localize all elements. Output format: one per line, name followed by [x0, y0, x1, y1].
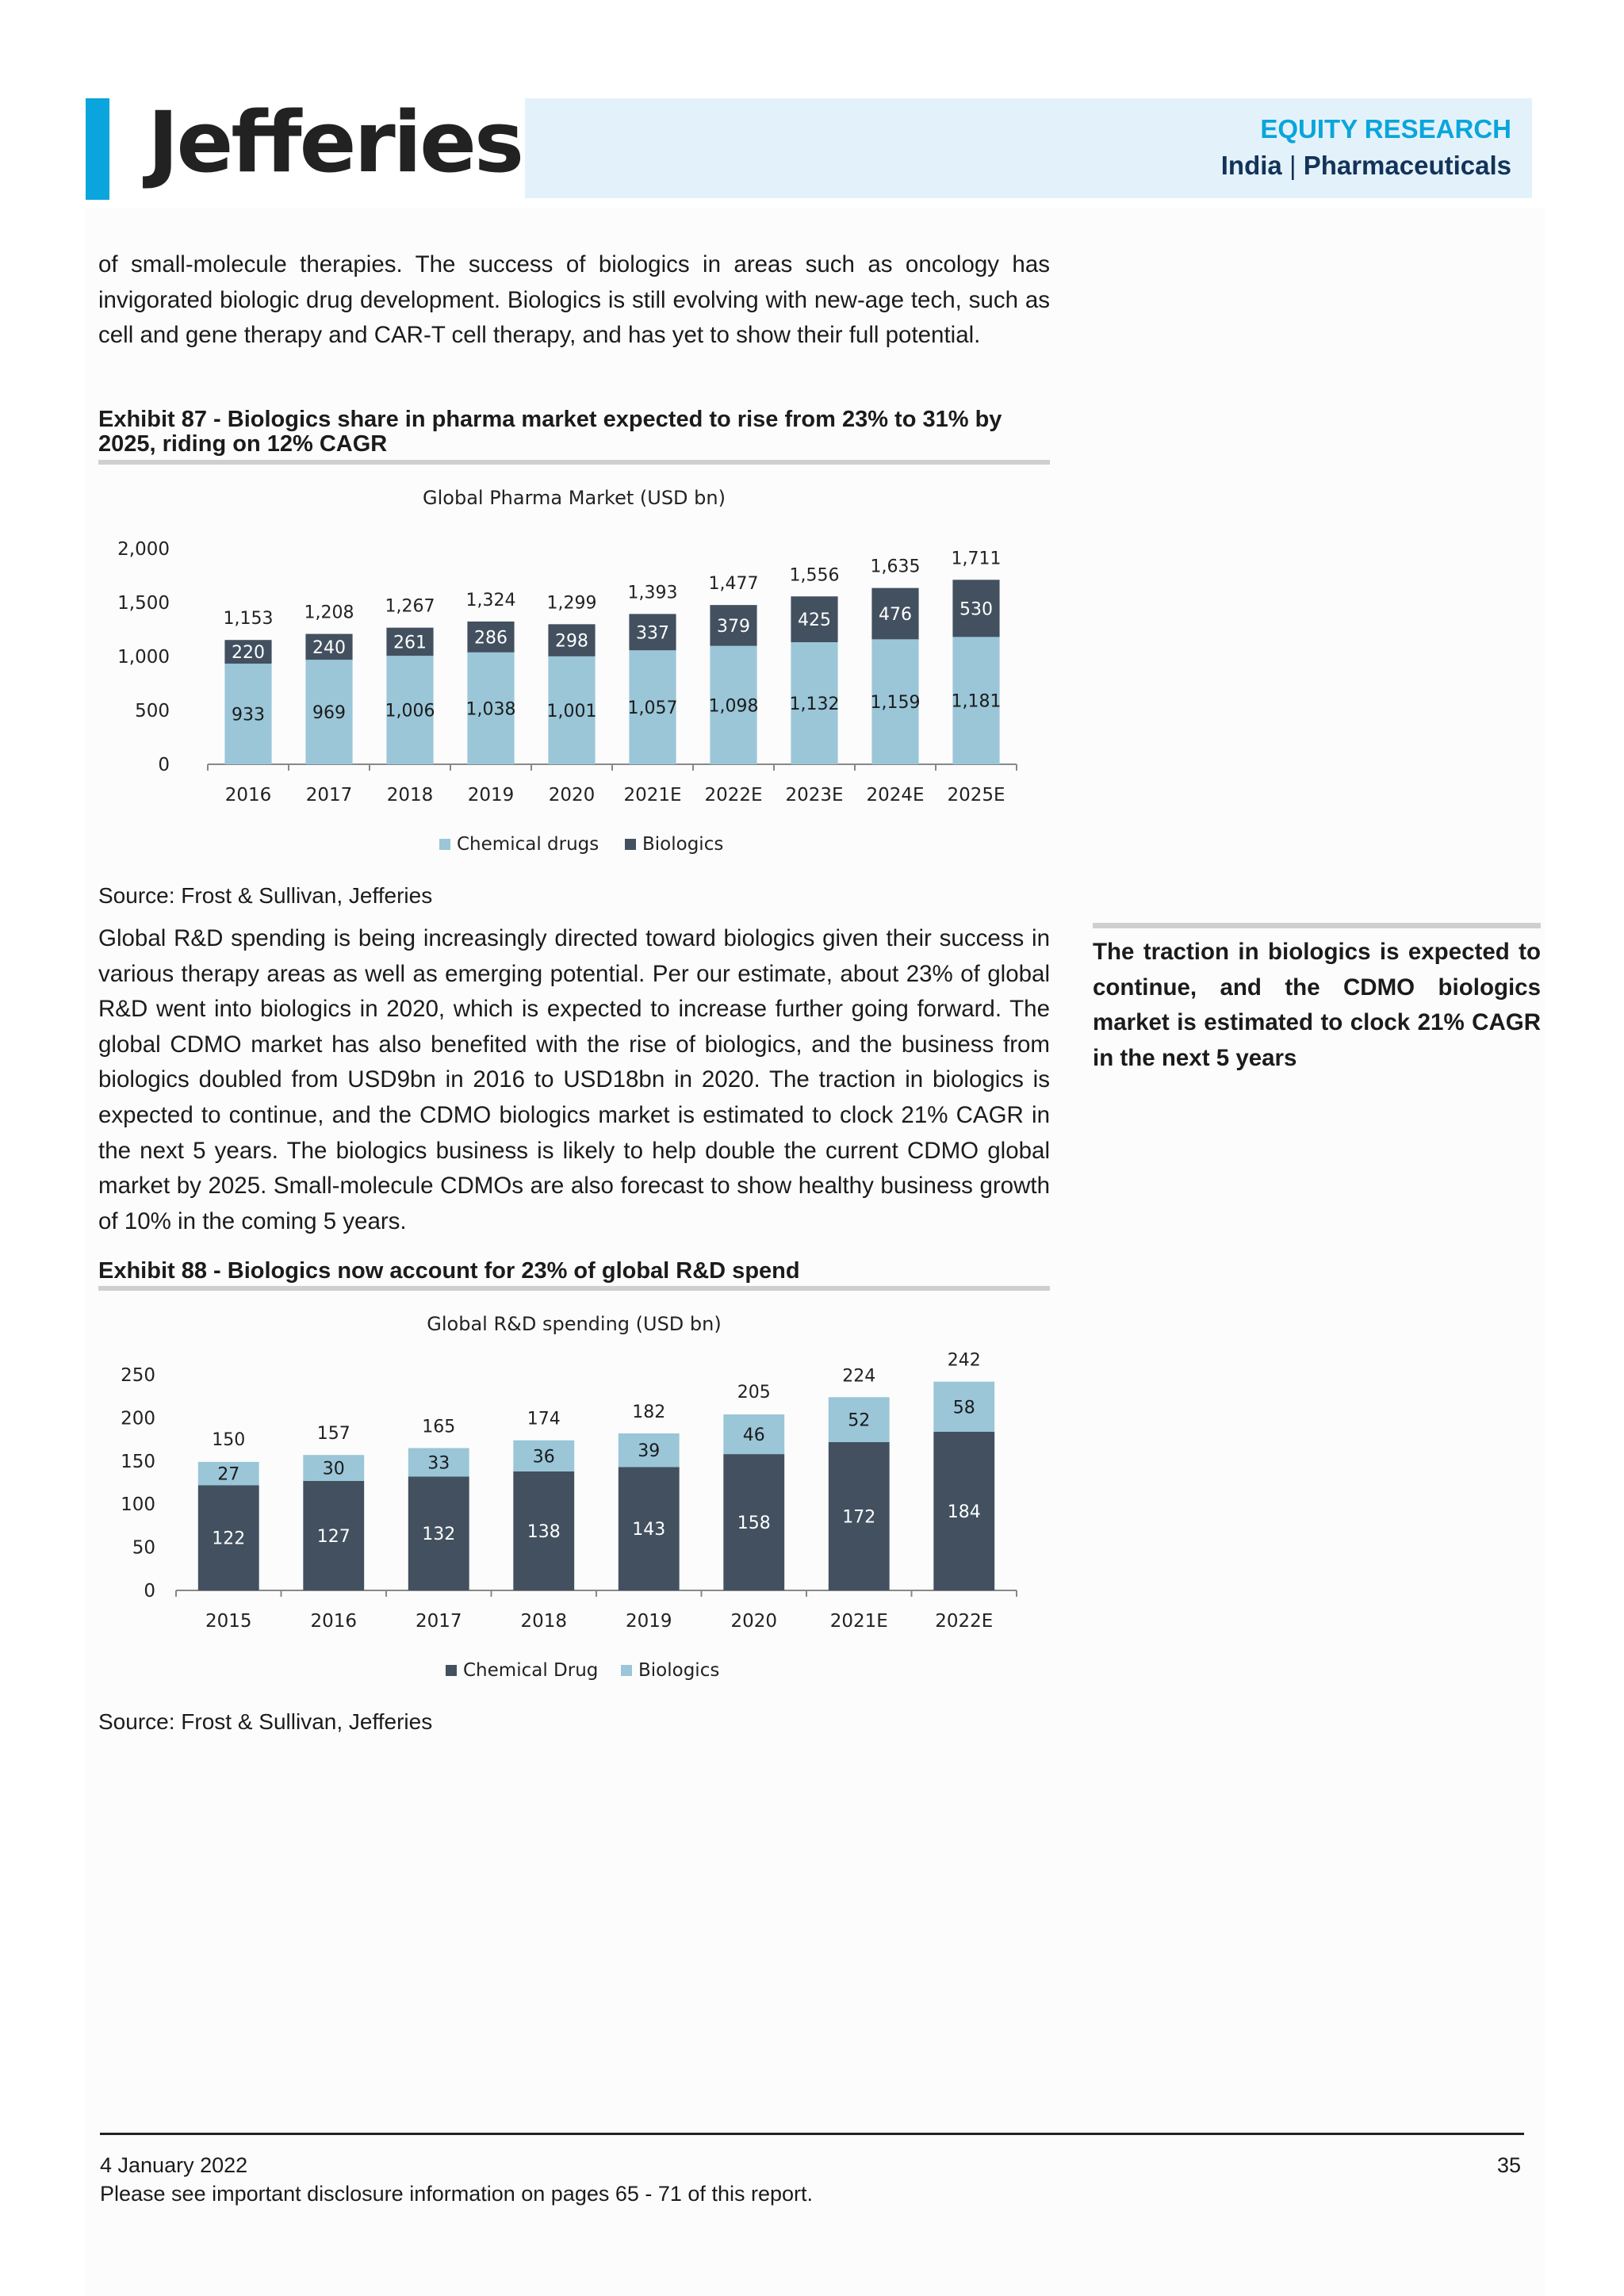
data-label: 1,057 — [627, 698, 678, 719]
y-tick-label: 1,500 — [117, 593, 170, 614]
total-label: 150 — [212, 1429, 246, 1450]
data-label: 158 — [737, 1513, 771, 1534]
page-number: 35 — [1496, 2153, 1521, 2177]
total-label: 1,267 — [385, 596, 435, 617]
legend-swatch — [625, 839, 636, 850]
report-header-box — [525, 98, 1532, 198]
data-label: 1,001 — [546, 701, 597, 721]
data-label: 1,159 — [870, 693, 921, 714]
x-tick-label: 2023E — [785, 785, 844, 806]
data-label: 1,181 — [951, 691, 1002, 712]
legend-label: Chemical drugs — [457, 834, 599, 855]
legend-label: Biologics — [638, 1660, 720, 1681]
y-tick-label: 250 — [121, 1365, 155, 1386]
x-tick-label: 2019 — [467, 785, 515, 806]
data-label: 39 — [638, 1441, 661, 1462]
data-label: 52 — [848, 1410, 871, 1431]
total-label: 242 — [947, 1350, 981, 1371]
disclosure-link[interactable]: Please see important disclosure information on pages 65 - 71 of this report. — [100, 2182, 813, 2206]
legend-label: Chemical Drug — [463, 1660, 599, 1681]
data-label: 379 — [717, 616, 750, 637]
y-tick-label: 0 — [144, 1581, 155, 1601]
y-tick-label: 0 — [158, 755, 170, 775]
data-label: 261 — [393, 633, 427, 653]
total-label: 1,299 — [546, 593, 597, 614]
exhibit-87-rule — [98, 460, 1050, 465]
total-label: 205 — [737, 1382, 771, 1402]
legend-swatch — [446, 1665, 457, 1676]
x-tick-label: 2020 — [730, 1611, 778, 1632]
total-label: 1,477 — [708, 574, 759, 595]
total-label: 182 — [632, 1402, 666, 1422]
data-label: 530 — [959, 599, 993, 620]
data-label: 127 — [316, 1526, 350, 1547]
chart-global-pharma-market — [98, 480, 1050, 869]
y-tick-label: 500 — [135, 701, 170, 721]
y-tick-label: 1,000 — [117, 647, 170, 668]
sidebar-callout — [1093, 923, 1541, 1076]
data-label: 30 — [322, 1459, 345, 1479]
data-label: 476 — [879, 605, 912, 626]
data-label: 27 — [217, 1464, 240, 1485]
legend-label: Biologics — [642, 834, 724, 855]
x-tick-label: 2025E — [947, 785, 1005, 806]
footer-date: 4 January 2022 — [100, 2153, 248, 2177]
y-tick-label: 150 — [121, 1451, 155, 1472]
total-label: 174 — [527, 1409, 561, 1429]
data-label: 933 — [232, 705, 265, 725]
x-tick-label: 2019 — [625, 1611, 672, 1632]
coverage-sector: Pharmaceuticals — [1303, 151, 1511, 180]
x-tick-label: 2020 — [548, 785, 596, 806]
total-label: 1,324 — [465, 590, 516, 610]
data-label: 1,006 — [385, 701, 435, 721]
total-label: 165 — [422, 1417, 456, 1437]
y-tick-label: 100 — [121, 1494, 155, 1516]
exhibit-88-title: Exhibit 88 - Biologics now account for 23% of global R&D spend — [98, 1258, 800, 1284]
data-label: 184 — [947, 1502, 981, 1522]
exhibit-87-source: Source: Frost & Sullivan, Jefferies — [98, 883, 433, 908]
data-label: 138 — [527, 1521, 561, 1542]
body-paragraph-2: Global R&D spending is being increasingly directed toward biologics given their success in various therapy areas as well as emerging potential. Per our estimate, about 23% of global R&D went into biologics in 2020, which is expected to increase further going forward. The global CDMO market has also benefited with the rise of biologics, and the business from biologics doubled from USD9bn in 2016 to USD18bn in 2020. The traction in biologics is expected to continue, and the CDMO biologics market is estimated to clock 21% CAGR in the next 5 years. The biologics business is likely to help double the current CDMO global market by 2025. Small-molecule CDMOs are also forecast to show healthy business growth of 10% in the coming 5 years. — [98, 925, 1050, 1234]
exhibit-87-title: Exhibit 87 - Biologics share in pharma market expected to rise from 23% to 31% by 2025, riding on 12% CAGR — [98, 407, 1002, 457]
brand-accent-bar — [86, 98, 109, 200]
data-label: 36 — [532, 1447, 555, 1468]
sidebar-text: The traction in biologics is expected to continue, and the CDMO biologics market is estimated to clock 21% CAGR in the next 5 years — [1093, 939, 1541, 1071]
x-tick-label: 2017 — [415, 1611, 462, 1632]
legend-swatch — [621, 1665, 632, 1676]
x-tick-label: 2018 — [520, 1611, 568, 1632]
data-label: 298 — [555, 631, 588, 652]
data-label: 143 — [632, 1520, 666, 1540]
data-label: 58 — [952, 1398, 975, 1418]
chart-title: Global Pharma Market (USD bn) — [423, 487, 726, 509]
data-label: 172 — [842, 1507, 876, 1528]
total-label: 1,635 — [870, 557, 921, 577]
data-label: 240 — [312, 637, 346, 658]
data-label: 220 — [232, 643, 265, 664]
brand-logo: Jefferies — [147, 94, 523, 191]
body-paragraph-1: of small-molecule therapies. The success of biologics in areas such as oncology has invigorated biologic drug development. Biologics is still evolving with new-age tech, such as cell and gene therapy and CAR-T cell therapy, and has yet to show their full potential. — [98, 251, 1050, 349]
data-label: 1,038 — [465, 699, 516, 720]
data-label: 33 — [427, 1453, 450, 1474]
x-tick-label: 2022E — [704, 785, 763, 806]
data-label: 132 — [422, 1525, 456, 1545]
total-label: 1,711 — [951, 549, 1002, 569]
footer-rule — [100, 2133, 1524, 2135]
total-label: 1,208 — [304, 603, 354, 623]
y-tick-label: 2,000 — [117, 539, 170, 560]
y-tick-label: 200 — [121, 1408, 155, 1429]
sidebar-rule — [1093, 923, 1541, 928]
total-label: 157 — [316, 1424, 350, 1445]
coverage-region: India — [1220, 151, 1282, 180]
y-tick-label: 50 — [132, 1537, 155, 1559]
total-label: 1,556 — [789, 565, 840, 586]
data-label: 1,132 — [789, 695, 840, 715]
total-label: 224 — [842, 1366, 876, 1387]
data-label: 425 — [798, 610, 831, 631]
x-tick-label: 2015 — [205, 1611, 252, 1632]
total-label: 1,153 — [223, 609, 274, 629]
x-tick-label: 2021E — [623, 785, 682, 806]
x-tick-label: 2016 — [224, 785, 272, 806]
report-coverage — [1221, 151, 1511, 181]
report-section: EQUITY RESEARCH — [1260, 114, 1511, 144]
coverage-divider: | — [1289, 151, 1297, 180]
data-label: 286 — [474, 628, 508, 649]
x-tick-label: 2017 — [305, 785, 353, 806]
data-label: 1,098 — [708, 696, 759, 717]
x-tick-label: 2021E — [829, 1611, 888, 1632]
data-label: 969 — [312, 703, 346, 724]
x-tick-label: 2024E — [866, 785, 925, 806]
data-label: 46 — [742, 1425, 765, 1446]
total-label: 1,393 — [627, 583, 678, 603]
data-label: 337 — [636, 623, 669, 644]
x-tick-label: 2022E — [935, 1611, 994, 1632]
chart-title: Global R&D spending (USD bn) — [427, 1313, 722, 1335]
legend-swatch — [439, 839, 450, 850]
exhibit-88-source: Source: Frost & Sullivan, Jefferies — [98, 1709, 433, 1734]
x-tick-label: 2018 — [386, 785, 434, 806]
data-label: 122 — [212, 1529, 246, 1549]
x-tick-label: 2016 — [310, 1611, 358, 1632]
exhibit-88-rule — [98, 1286, 1050, 1291]
chart-global-rd-spending — [98, 1307, 1050, 1695]
